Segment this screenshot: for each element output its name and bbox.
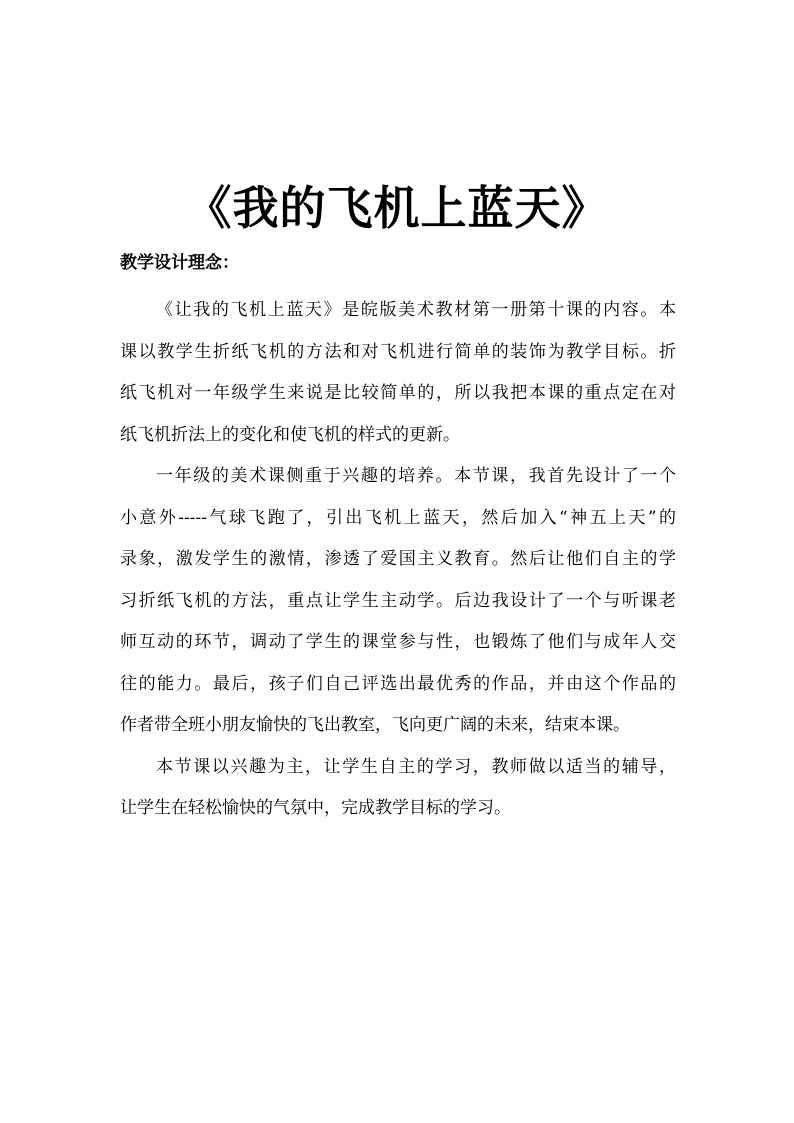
paragraph-line: 录象，激发学生的激情，渗透了爱国主义教育。然后让他们自主的学 xyxy=(120,549,676,569)
paragraph-line: 习折纸飞机的方法，重点让学生主动学。后边我设计了一个与听课老 xyxy=(120,590,676,611)
paragraph-1 xyxy=(120,290,676,456)
paragraph-line: 《让我的飞机上蓝天》是皖版美术教材第一册第十课的内容。本 xyxy=(156,300,676,320)
paragraph-line: 师互动的环节，调动了学生的课堂参与性，也锻炼了他们与成年人交 xyxy=(120,632,676,652)
paragraph-line: 小意外-----气球飞跑了，引出飞机上蓝天，然后加入“神五上天”的 xyxy=(120,507,676,528)
paragraph-line: 纸飞机折法上的变化和使飞机的样式的更新。 xyxy=(120,424,460,445)
paragraph-line: 课以教学生折纸飞机的方法和对飞机进行简单的装饰为教学目标。折 xyxy=(120,341,676,362)
paragraph-2 xyxy=(120,456,676,747)
paragraph-line: 让学生在轻松愉快的气氛中，完成教学目标的学习。 xyxy=(120,798,511,818)
body-text xyxy=(120,290,676,830)
paragraph-line: 本节课以兴趣为主，让学生自主的学习，教师做以适当的辅导， xyxy=(156,756,676,777)
paragraph-line: 一年级的美术课侧重于兴趣的培养。本节课，我首先设计了一个 xyxy=(156,466,676,486)
paragraph-3 xyxy=(120,747,676,830)
document-title: 《我的飞机上蓝天》 xyxy=(185,181,609,235)
section-heading: 教学设计理念： xyxy=(120,253,239,273)
paragraph-line: 往的能力。最后，孩子们自己评选出最优秀的作品，并由这个作品的 xyxy=(120,673,676,694)
paragraph-line: 作者带全班小朋友愉快的飞出教室，飞向更广阔的未来，结束本课。 xyxy=(120,715,630,735)
paragraph-line: 纸飞机对一年级学生来说是比较简单的，所以我把本课的重点定在对 xyxy=(120,383,676,403)
